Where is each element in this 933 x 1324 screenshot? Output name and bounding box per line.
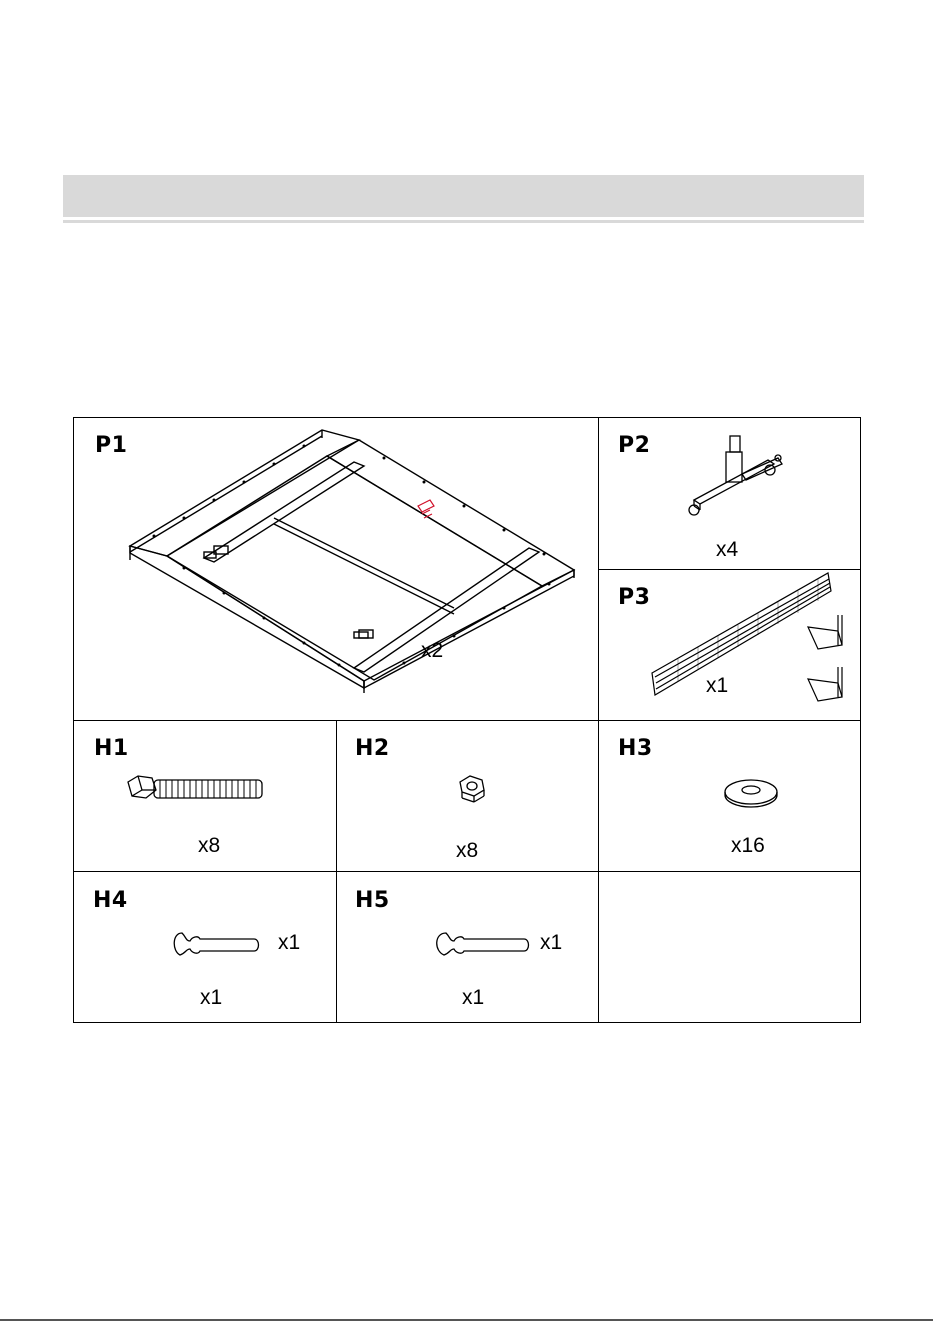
bottom-line xyxy=(0,1319,933,1321)
part-p3-label: P3 xyxy=(618,585,651,610)
part-p1-qty: x2 xyxy=(421,639,444,662)
part-p2-label: P2 xyxy=(618,433,651,458)
header-band xyxy=(63,175,864,217)
part-h2-cell xyxy=(336,720,598,871)
part-h5-qty: x1 xyxy=(462,986,485,1009)
part-h2-label: H2 xyxy=(355,736,390,761)
part-p3-qty: x1 xyxy=(706,674,729,697)
part-h1-cell xyxy=(74,720,336,871)
part-h1-qty: x8 xyxy=(198,834,221,857)
part-p2-cell xyxy=(598,418,860,569)
part-h3-cell xyxy=(598,720,860,871)
part-h4-label: H4 xyxy=(93,888,128,913)
empty-cell xyxy=(598,871,860,1022)
part-h4-qty-side: x1 xyxy=(278,931,301,954)
part-h4-cell xyxy=(74,871,336,1022)
part-h2-qty: x8 xyxy=(456,839,479,862)
part-p1-label: P1 xyxy=(95,433,128,458)
part-h4-qty: x1 xyxy=(200,986,223,1009)
part-p3-cell xyxy=(598,569,860,720)
part-h5-cell xyxy=(336,871,598,1022)
part-h3-qty: x16 xyxy=(731,834,765,857)
part-p2-qty: x4 xyxy=(716,538,739,561)
part-h3-label: H3 xyxy=(618,736,653,761)
net-bracket-icon xyxy=(808,615,842,701)
part-h1-label: H1 xyxy=(94,736,129,761)
part-h5-label: H5 xyxy=(355,888,390,913)
header-rule xyxy=(63,220,864,223)
part-h5-qty-side: x1 xyxy=(540,931,563,954)
part-p1-cell xyxy=(74,418,598,720)
net-set-icon xyxy=(598,569,860,720)
parts-grid xyxy=(73,417,861,1023)
washer-icon xyxy=(598,720,860,871)
table-frame-icon xyxy=(74,418,598,720)
